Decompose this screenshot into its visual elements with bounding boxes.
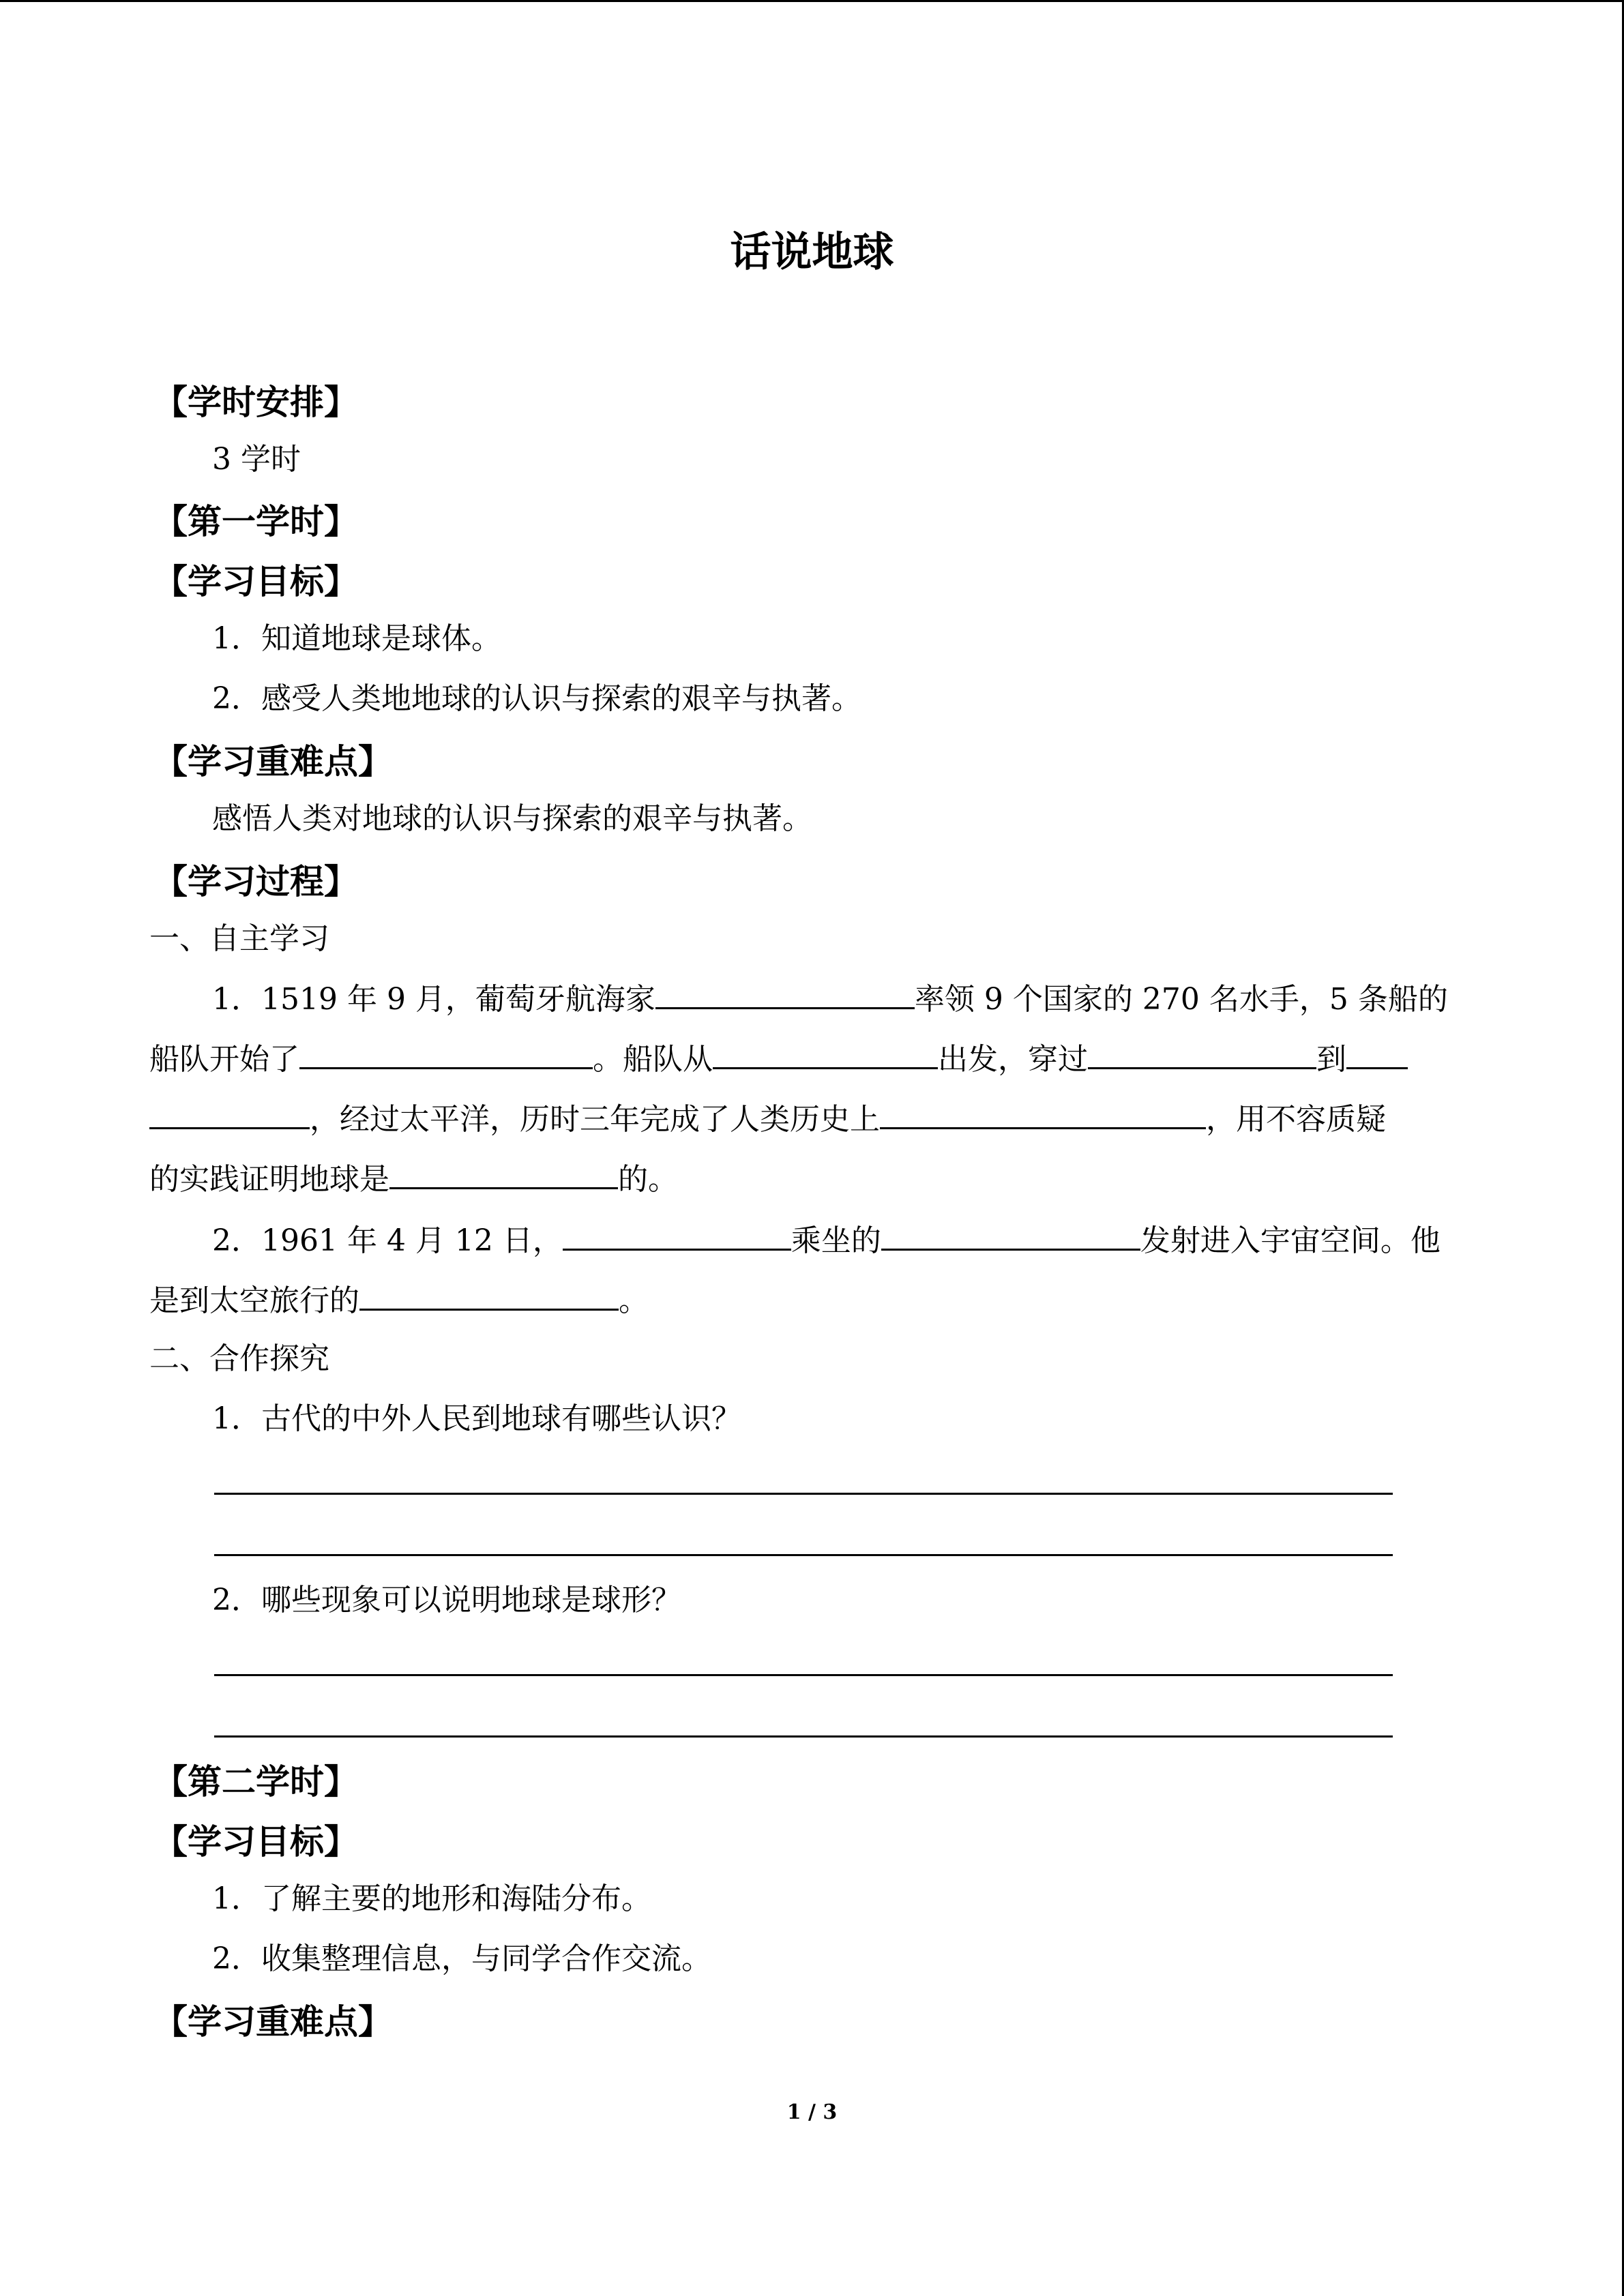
q1-part-2: 率领 9 个国家的 270 名水手，5 条船的: [914, 982, 1448, 1017]
q1-blank-departure[interactable]: [713, 1040, 938, 1069]
lesson2-goals-heading: 【学习目标】: [153, 1822, 358, 1862]
self-study-heading: 一、自主学习: [149, 921, 329, 956]
q1-blank-navigator[interactable]: [655, 980, 915, 1009]
q2-blank-astronaut[interactable]: [563, 1221, 791, 1251]
q1-part-9: 的实践证明地球是: [149, 1162, 389, 1197]
q1-part-3: 船队开始了: [149, 1042, 299, 1077]
coop-question-1: 1．古代的中外人民到地球有哪些认识？: [212, 1401, 741, 1436]
lesson2-key-heading: 【学习重难点】: [153, 2002, 392, 2042]
schedule-heading: 【学时安排】: [153, 383, 358, 422]
q2-part-2: 乘坐的: [791, 1223, 881, 1258]
lesson1-goal-1: 1．知道地球是球体。: [212, 621, 501, 656]
q1-part-7: ，经过太平洋，历时三年完成了人类历史上: [310, 1102, 880, 1137]
q1-part-1: 1．1519 年 9 月，葡萄牙航海家: [212, 982, 655, 1017]
coop-question-2: 2．哪些现象可以说明地球是球形？: [212, 1583, 681, 1617]
q1-blank-cross[interactable]: [1088, 1040, 1316, 1069]
answer-line-4[interactable]: [214, 1735, 1393, 1738]
lesson2-goal-2: 2．收集整理信息，与同学合作交流。: [212, 1941, 711, 1976]
q2-part-5: 。: [619, 1283, 649, 1318]
answer-line-3[interactable]: [214, 1674, 1393, 1676]
lesson1-heading: 【第一学时】: [153, 502, 358, 541]
q2-blank-spacecraft[interactable]: [881, 1221, 1140, 1251]
lesson1-process-heading: 【学习过程】: [153, 862, 358, 901]
page-border-top: [0, 0, 1624, 2]
answer-line-2[interactable]: [214, 1554, 1393, 1556]
lesson1-goals-heading: 【学习目标】: [153, 562, 358, 601]
q1-part-4: 。船队从: [593, 1042, 713, 1077]
q2-part-1: 2．1961 年 4 月 12 日，: [212, 1223, 563, 1258]
q1-blank-to-end[interactable]: [149, 1100, 310, 1129]
answer-line-1[interactable]: [214, 1493, 1393, 1495]
page-number: 1 / 3: [786, 2100, 838, 2124]
q1-part-8: ，用不容质疑: [1206, 1102, 1386, 1137]
q1-blank-voyage[interactable]: [299, 1040, 593, 1069]
q1-blank-history[interactable]: [880, 1100, 1206, 1129]
lesson1-key-heading: 【学习重难点】: [153, 742, 392, 781]
q2-part-4: 是到太空旅行的: [149, 1283, 359, 1318]
lesson2-goal-1: 1．了解主要的地形和海陆分布。: [212, 1881, 651, 1916]
q2-part-3: 发射进入宇宙空间。他: [1140, 1223, 1441, 1258]
lesson1-goal-2: 2．感受人类地地球的认识与探索的艰辛与执著。: [212, 681, 861, 716]
q1-part-5: 出发，穿过: [938, 1042, 1088, 1077]
q1-blank-shape[interactable]: [389, 1160, 618, 1189]
coop-heading: 二、合作探究: [149, 1341, 329, 1376]
document-title: 话说地球: [730, 228, 894, 276]
lesson1-key-text: 感悟人类对地球的认识与探索的艰辛与执著。: [212, 801, 812, 836]
schedule-value: 3 学时: [212, 442, 301, 477]
q2-blank-title[interactable]: [359, 1281, 619, 1311]
fill-question-1: [149, 970, 1473, 1210]
fill-question-2: [149, 1211, 1473, 1331]
q1-part-6: 到: [1316, 1042, 1346, 1077]
q1-part-10: 的。: [618, 1162, 678, 1197]
lesson2-heading: 【第二学时】: [153, 1762, 358, 1802]
q1-blank-to-start[interactable]: [1346, 1040, 1408, 1069]
